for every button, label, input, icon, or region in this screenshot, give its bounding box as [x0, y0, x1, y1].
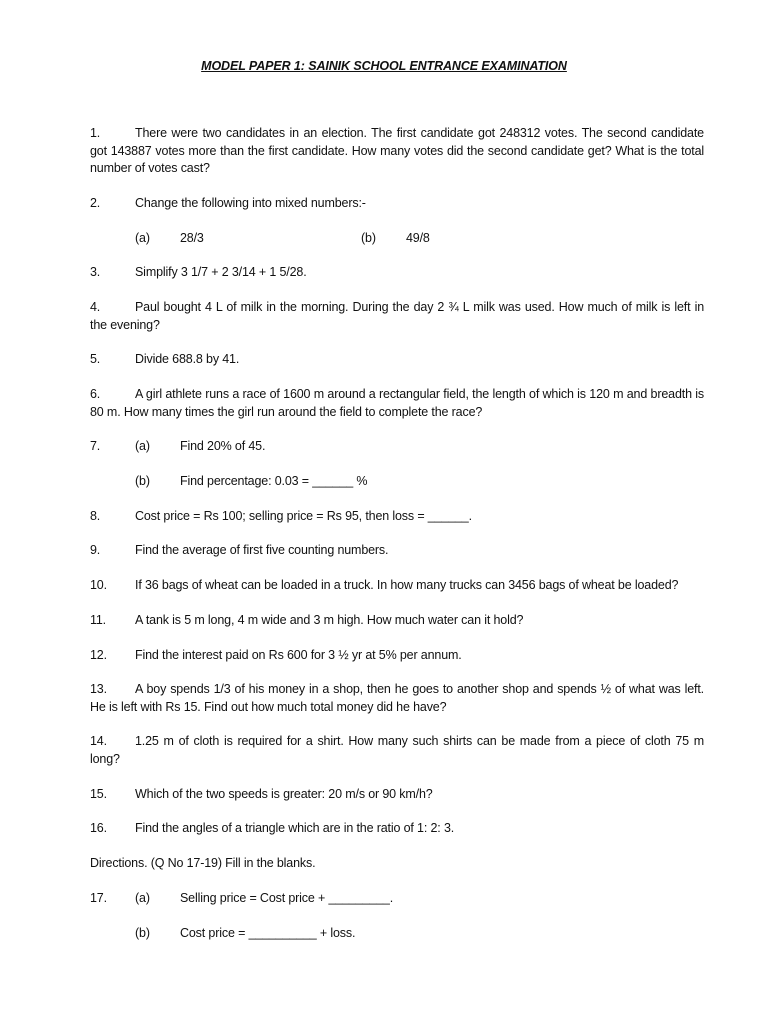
question-text: A boy spends 1/3 of his money in a shop, then he goes to another shop and spends ½ of what was left. He is left with Rs 15. Find out how much total money did he have? — [90, 682, 704, 714]
question-6 — [90, 386, 704, 421]
question-7-part-a-label: (a) — [135, 439, 150, 453]
question-text: Find the average of first five counting numbers. — [135, 543, 389, 557]
question-7-part-a-text: Find 20% of 45. — [180, 439, 266, 453]
question-number: 16. — [90, 821, 107, 835]
question-2-part-b-value: 49/8 — [406, 231, 430, 245]
question-14 — [90, 733, 704, 768]
question-1 — [90, 125, 704, 178]
question-text: A tank is 5 m long, 4 m wide and 3 m high. How much water can it hold? — [135, 613, 524, 627]
question-number: 5. — [90, 352, 101, 366]
question-17-part-a-label: (a) — [135, 891, 150, 905]
question-text: Simplify 3 1/7 + 2 3/14 + 1 5/28. — [135, 265, 307, 279]
question-number: 6. — [90, 387, 101, 401]
question-9 — [90, 542, 388, 559]
question-number: 3. — [90, 265, 101, 279]
question-number: 9. — [90, 543, 101, 557]
question-15 — [90, 786, 433, 803]
question-17-part-a-text: Selling price = Cost price + _________. — [180, 891, 394, 905]
question-text: Find the interest paid on Rs 600 for 3 ½ yr at 5% per annum. — [135, 648, 462, 662]
question-2 — [90, 195, 366, 212]
question-17-part-b-label: (b) — [135, 926, 150, 940]
question-13 — [90, 681, 704, 716]
question-number: 4. — [90, 300, 101, 314]
question-text: Divide 688.8 by 41. — [135, 352, 240, 366]
question-12 — [90, 647, 462, 664]
question-16 — [90, 820, 454, 837]
page-title: MODEL PAPER 1: SAINIK SCHOOL ENTRANCE EXAMINATION — [201, 59, 567, 73]
question-number: 10. — [90, 578, 107, 592]
question-text: Cost price = Rs 100; selling price = Rs 95, then loss = ______. — [135, 509, 472, 523]
question-7-part-b-text: Find percentage: 0.03 = ______ % — [180, 474, 368, 488]
question-4 — [90, 299, 704, 334]
question-7-number: 7. — [90, 439, 101, 453]
question-text: 1.25 m of cloth is required for a shirt. How many such shirts can be made from a piece of cloth 75 m long? — [90, 734, 704, 766]
directions-text: Directions. (Q No 17-19) Fill in the blanks. — [90, 856, 316, 870]
question-number: 14. — [90, 734, 107, 748]
question-number: 13. — [90, 682, 107, 696]
question-text: Paul bought 4 L of milk in the morning. During the day 2 ¾ L milk was used. How much of milk is left in the evening? — [90, 300, 704, 332]
question-number: 12. — [90, 648, 107, 662]
question-11 — [90, 612, 523, 629]
question-2-part-b-label: (b) — [361, 231, 376, 245]
question-text: If 36 bags of wheat can be loaded in a truck. In how many trucks can 3456 bags of wheat be loaded? — [135, 578, 679, 592]
question-17-number: 17. — [90, 891, 107, 905]
question-5 — [90, 351, 239, 368]
question-number: 2. — [90, 196, 101, 210]
question-number: 8. — [90, 509, 101, 523]
question-text: Find the angles of a triangle which are in the ratio of 1: 2: 3. — [135, 821, 455, 835]
question-10 — [90, 577, 678, 594]
question-text: A girl athlete runs a race of 1600 m around a rectangular field, the length of which is 120 m and breadth is 80 m. How many times the girl run around the field to complete the race? — [90, 387, 704, 419]
question-17-part-b-text: Cost price = __________ + loss. — [180, 926, 356, 940]
question-8 — [90, 508, 472, 525]
question-2-part-a-value: 28/3 — [180, 231, 204, 245]
question-number: 15. — [90, 787, 107, 801]
question-text: Which of the two speeds is greater: 20 m/s or 90 km/h? — [135, 787, 433, 801]
question-text: Change the following into mixed numbers:- — [135, 196, 366, 210]
question-3 — [90, 264, 307, 281]
question-number: 11. — [90, 613, 106, 627]
question-7-part-b-label: (b) — [135, 474, 150, 488]
question-text: There were two candidates in an election. The first candidate got 248312 votes. The second candidate got 143887 votes more than the first candidate. How many votes did the second candidate get? What is the total number of votes cast? — [90, 126, 704, 175]
question-2-part-a-label: (a) — [135, 231, 150, 245]
question-number: 1. — [90, 126, 101, 140]
